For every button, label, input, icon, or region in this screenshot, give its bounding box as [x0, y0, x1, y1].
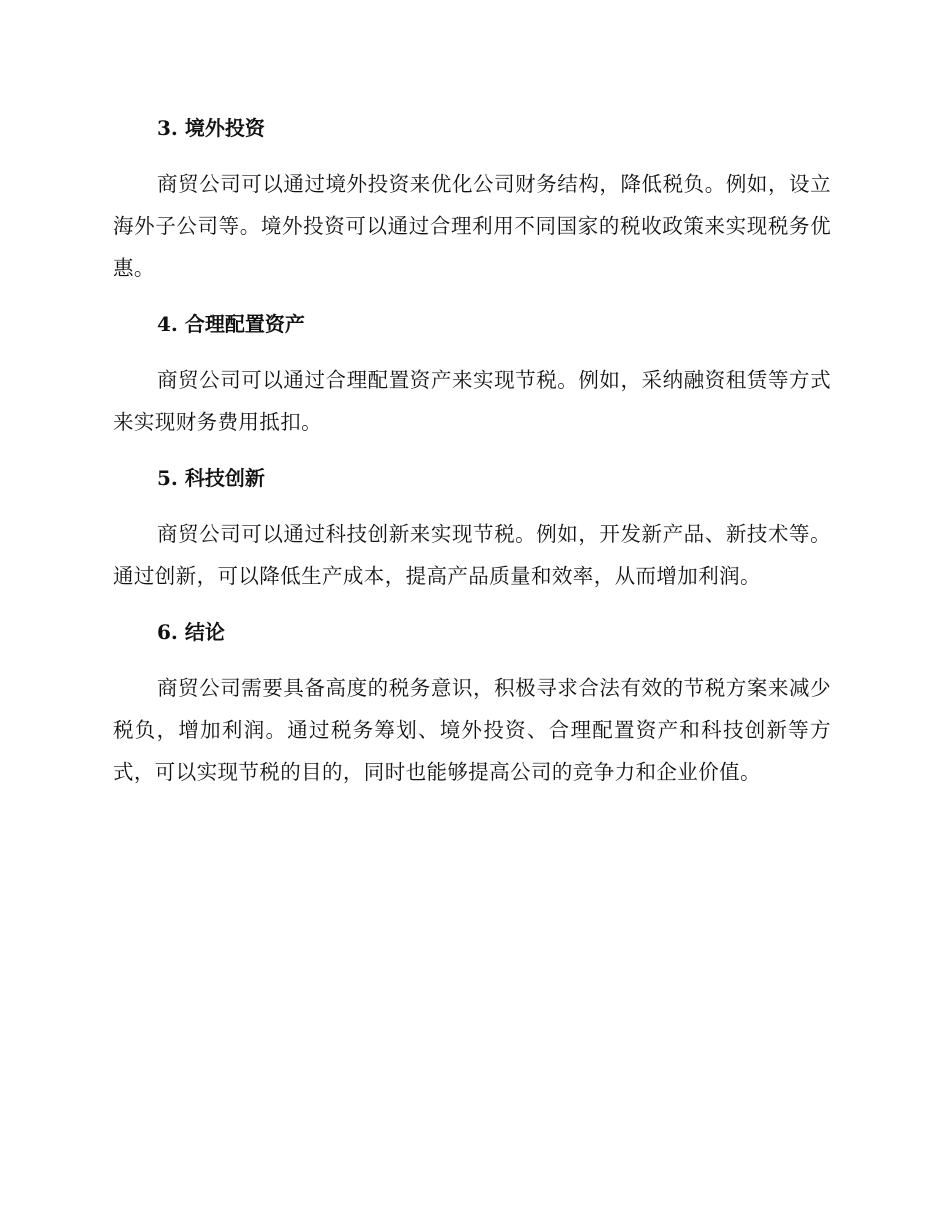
section-paragraph-conclusion: 商贸公司需要具备高度的税务意识，积极寻求合法有效的节税方案来减少税负，增加利润。通过税务筹划、境外投资、合理配置资产和科技创新等方式，可以实现节税的目的，同时也能够提高公司的竞争力和企业价值。: [113, 676, 831, 784]
document-body: [113, 108, 831, 793]
section-heading-conclusion: 6. 结论: [157, 620, 225, 644]
section-paragraph-tech-innovation: 商贸公司可以通过科技创新来实现节税。例如，开发新产品、新技术等。通过创新，可以降低生产成本，提高产品质量和效率，从而增加利润。: [113, 522, 831, 588]
section-heading-overseas-investment: 3. 境外投资: [157, 116, 265, 140]
section-heading-tech-innovation: 5. 科技创新: [157, 466, 265, 490]
section-heading-asset-allocation: 4. 合理配置资产: [157, 312, 305, 336]
section-paragraph-asset-allocation: 商贸公司可以通过合理配置资产来实现节税。例如，采纳融资租赁等方式来实现财务费用抵扣。: [113, 368, 831, 434]
section-paragraph-overseas-investment: 商贸公司可以通过境外投资来优化公司财务结构，降低税负。例如，设立海外子公司等。境外投资可以通过合理利用不同国家的税收政策来实现税务优惠。: [113, 172, 831, 280]
